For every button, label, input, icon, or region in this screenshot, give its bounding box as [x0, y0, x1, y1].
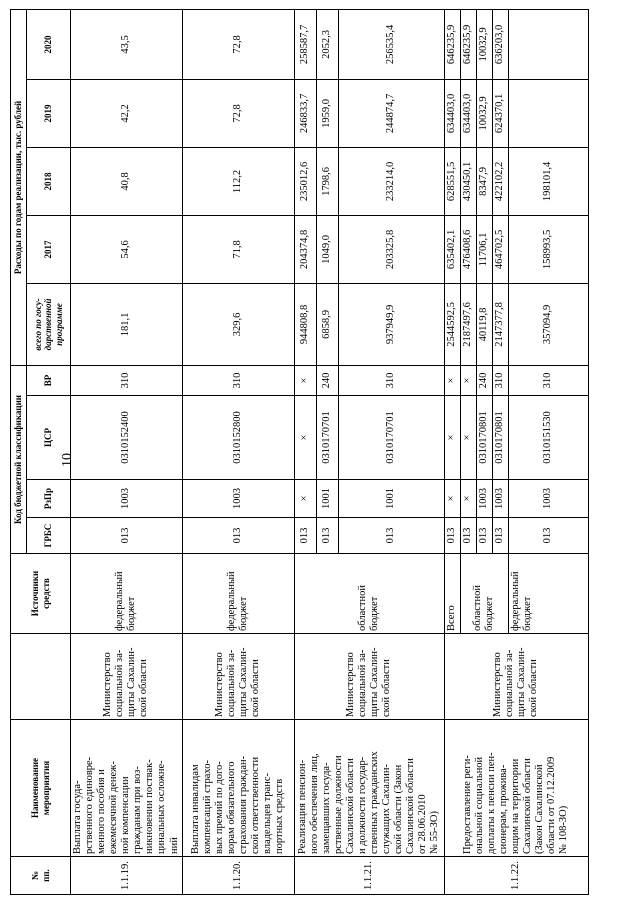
cell-2017: 635402,1: [444, 215, 460, 283]
cell-csr: 0310170801: [476, 396, 492, 480]
cell-grbs: 013: [71, 518, 183, 554]
cell-grbs: 013: [338, 518, 444, 554]
cell-2019: 634403,0: [460, 79, 476, 147]
row-source-federal: федеральный бюджет: [508, 554, 588, 634]
cell-2019: 42,2: [71, 79, 183, 147]
cell-csr: 0310170801: [492, 396, 508, 480]
cell-2019: [508, 79, 588, 147]
row-source: федеральный бюджет: [71, 554, 183, 634]
header-rzpr: РзПр: [27, 480, 71, 518]
cell-vr: 240: [476, 365, 492, 395]
cell-2019: 624370,1: [492, 79, 508, 147]
header-total: всего по госу- дарственной программе: [27, 283, 71, 365]
cell-2019: 244874,7: [338, 79, 444, 147]
row-name: Выплата госуда- рственного единовре- менного пособия и ежемесячной денеж- ной компенсации гражданам при воз- никновении поствак- цинальных осложне- ний: [71, 720, 183, 857]
cell-rzpr: 1001: [316, 480, 338, 518]
cell-grbs: 013: [444, 518, 460, 554]
cell-rzpr: ×: [460, 480, 476, 518]
cell-2020: [508, 9, 588, 79]
cell-grbs: 013: [316, 518, 338, 554]
cell-vr: ×: [444, 365, 460, 395]
cell-grbs: 013: [182, 518, 294, 554]
table-row: [294, 9, 316, 894]
cell-2017: 71,8: [182, 215, 294, 283]
cell-2020: 646235,9: [444, 9, 460, 79]
row-name: Реализация пенсион- ного обеспечения лиц, замещавших госуда- рственные должности Сахалинской области и должности государ- ственных гражданских служащих Сахалин- ской области (Закон Сахалинской области от 28.06.2010 № 55-ЗО): [294, 720, 444, 857]
cell-vr: 310: [508, 365, 588, 395]
cell-rzpr: 1003: [71, 480, 183, 518]
cell-total: 6858,9: [316, 283, 338, 365]
row-name: Предоставление реги- ональной социальной доплаты к пенсии пен- сионерам, прожива- ющим на территории Сахалинской области (Закон Сахалинской области от 07.12.2009 № 108-ЗО): [444, 720, 588, 857]
row-responsible: Министерство социальной за- щиты Сахалин- ской области: [182, 634, 294, 720]
cell-2017: 204374,8: [294, 215, 316, 283]
cell-total: 937949,9: [338, 283, 444, 365]
row-num: 1.1.22.: [444, 857, 588, 895]
header-2018: 2018: [27, 147, 71, 215]
cell-csr: 0310170701: [316, 396, 338, 480]
cell-csr: ×: [460, 396, 476, 480]
rotated-table-container: [10, 10, 570, 895]
header-vr: ВР: [27, 365, 71, 395]
cell-2018: 422102,2: [492, 147, 508, 215]
cell-grbs: 013: [508, 518, 588, 554]
cell-2017: 1049,0: [316, 215, 338, 283]
cell-2020: 2052,3: [316, 9, 338, 79]
cell-total: 329,6: [182, 283, 294, 365]
header-kbk-group: Код бюджетной классификации: [11, 365, 27, 553]
header-responsible: [11, 634, 71, 720]
row-num: 1.1.19.: [71, 857, 183, 895]
cell-2018: 1798,6: [316, 147, 338, 215]
row-responsible: Министерство социальной за- щиты Сахалин- ской области: [294, 634, 444, 720]
cell-2019: 1959,0: [316, 79, 338, 147]
cell-rzpr: 1003: [476, 480, 492, 518]
cell-2018: 233214,0: [338, 147, 444, 215]
cell-csr: 0310151530: [508, 396, 588, 480]
cell-2020: 256535,4: [338, 9, 444, 79]
cell-2018: 8347,9: [476, 147, 492, 215]
cell-2018: 198101,4: [508, 147, 588, 215]
page-number: 10: [60, 453, 75, 467]
header-row-1: [11, 9, 27, 894]
header-name: Наименование мероприятия: [11, 720, 71, 857]
header-2019: 2019: [27, 79, 71, 147]
header-expenses-group: Расходы по годам реализации, тыс. рублей: [11, 9, 27, 365]
cell-2020: 72,8: [182, 9, 294, 79]
row-source: федеральный бюджет: [182, 554, 294, 634]
cell-2019: 246833,7: [294, 79, 316, 147]
row-source-region: областной бюджет: [460, 554, 508, 634]
cell-2017: 11706,1: [476, 215, 492, 283]
row-num: 1.1.20.: [182, 857, 294, 895]
cell-2017: 203325,8: [338, 215, 444, 283]
row-name: Выплата инвалидам компенсаций страхо- вых премий по дого- ворам обязательного страхования граждан- ской ответственности владельцев транс- портных средств: [182, 720, 294, 857]
cell-2019: 72,8: [182, 79, 294, 147]
row-num: 1.1.21.: [294, 857, 444, 895]
cell-vr: 240: [316, 365, 338, 395]
cell-2018: 40,8: [71, 147, 183, 215]
cell-rzpr: 1003: [492, 480, 508, 518]
cell-total: 357094,9: [508, 283, 588, 365]
cell-2018: 430450,1: [460, 147, 476, 215]
cell-2020: 646235,9: [460, 9, 476, 79]
cell-2017: 476408,6: [460, 215, 476, 283]
cell-rzpr: 1003: [508, 480, 588, 518]
cell-rzpr: 1001: [338, 480, 444, 518]
cell-2020: 43,5: [71, 9, 183, 79]
cell-rzpr: 1003: [182, 480, 294, 518]
cell-csr: 0310170701: [338, 396, 444, 480]
cell-total: 944808,8: [294, 283, 316, 365]
cell-vr: ×: [460, 365, 476, 395]
cell-2019: 634403,0: [444, 79, 460, 147]
row-responsible: Министерство социальной за- щиты Сахалин- ской области: [444, 634, 588, 720]
header-grbs: ГРБС: [27, 518, 71, 554]
cell-total: 2147377,8: [492, 283, 508, 365]
table-row: [71, 9, 183, 894]
cell-grbs: 013: [294, 518, 316, 554]
row-responsible: Министерство социальной за- щиты Сахалин- ской области: [71, 634, 183, 720]
cell-2017: 54,6: [71, 215, 183, 283]
cell-2017: 464702,5: [492, 215, 508, 283]
cell-rzpr: ×: [294, 480, 316, 518]
cell-2017: 158993,5: [508, 215, 588, 283]
header-num: № пп.: [11, 857, 71, 895]
cell-2020: 10032,9: [476, 9, 492, 79]
header-2020: 2020: [27, 9, 71, 79]
row-source: областной бюджет: [294, 554, 444, 634]
program-expenses-table: [10, 9, 589, 895]
header-source: Источники средств: [11, 554, 71, 634]
cell-rzpr: ×: [444, 480, 460, 518]
header-2017: 2017: [27, 215, 71, 283]
cell-total: 2544592,5: [444, 283, 460, 365]
cell-vr: 310: [71, 365, 183, 395]
cell-csr: 0310152400: [71, 396, 183, 480]
header-csr: ЦСР: [27, 396, 71, 480]
cell-csr: 0310152800: [182, 396, 294, 480]
cell-vr: 310: [338, 365, 444, 395]
cell-grbs: 013: [492, 518, 508, 554]
cell-total: 2187497,6: [460, 283, 476, 365]
cell-csr: ×: [444, 396, 460, 480]
cell-vr: ×: [294, 365, 316, 395]
cell-2018: 628551,5: [444, 147, 460, 215]
cell-vr: 310: [182, 365, 294, 395]
row-source-total: Всего: [444, 554, 460, 634]
cell-2020: 258587,7: [294, 9, 316, 79]
cell-2018: 235012,6: [294, 147, 316, 215]
cell-grbs: 013: [460, 518, 476, 554]
cell-grbs: 013: [476, 518, 492, 554]
cell-total: 181,1: [71, 283, 183, 365]
table-row: [444, 9, 460, 894]
cell-csr: ×: [294, 396, 316, 480]
cell-2019: 10032,9: [476, 79, 492, 147]
table-row: [182, 9, 294, 894]
cell-total: 40119,8: [476, 283, 492, 365]
cell-vr: 310: [492, 365, 508, 395]
cell-2020: 636203,0: [492, 9, 508, 79]
cell-2018: 112,2: [182, 147, 294, 215]
